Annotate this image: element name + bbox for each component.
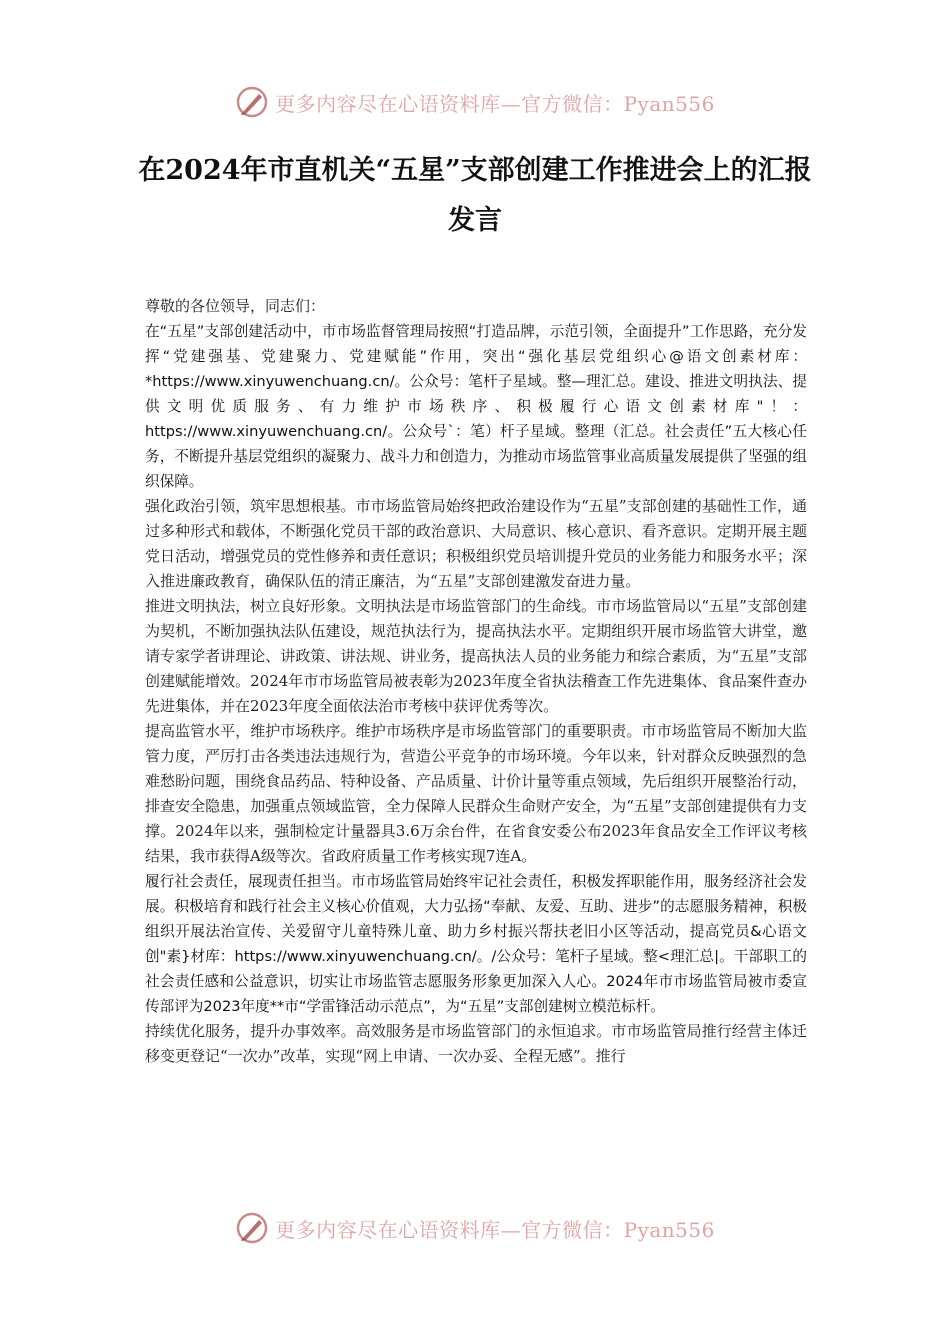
watermark-text: 更多内容尽在心语资料库—官方微信：Pyan556: [275, 1217, 715, 1242]
bottom-watermark-banner: [0, 1208, 950, 1248]
paragraph-intro: 在“五星”支部创建活动中，市市场监督管理局按照“打造品牌，示范引领，全面提升”工作思路，充分发挥“党建强基、党建聚力、党建赋能”作用，突出“强化基层党组织心@语文创素材库：*https://www.xinyuwenchuang.cn/。公众号：笔杆子星域。整—理汇总。建设、推进文明执法、提供文明优质服务、有力维护市场秩序、积极履行心语文创素材库"！：https://www.xinyuwenchuang.cn/。公众号`：笔）杆子星域。整理（汇总。社会责任”五大核心任务，不断提升基层党组织的凝聚力、战斗力和创造力，为推动市场监管事业高质量发展提供了坚强的组织保障。: [145, 323, 807, 490]
watermark-text: 更多内容尽在心语资料库—官方微信：Pyan556: [275, 91, 715, 116]
document-title: 在2024年市直机关“五星”支部创建工作推进会上的汇报发言: [138, 155, 812, 236]
top-watermark-banner: [0, 82, 950, 122]
paragraph-political-leadership: 强化政治引领，筑牢思想根基。市市场监管局始终把政治建设作为“五星”支部创建的基础性工作，通过多种形式和载体，不断强化党员干部的政治意识、大局意识、核心意识、看齐意识。定期开展主题党日活动，增强党员的党性修养和责任意识；积极组织党员培训提升党员的业务能力和服务水平；深入推进廉政教育，确保队伍的清正廉洁，为“五星”支部创建激发奋进力量。: [145, 497, 807, 590]
paragraph-social-responsibility: 履行社会责任，展现责任担当。市市场监管局始终牢记社会责任，积极发挥职能作用，服务经济社会发展。积极培育和践行社会主义核心价值观，大力弘扬“奉献、友爱、互助、进步”的志愿服务精神，积极组织开展法治宣传、关爱留守儿童特殊儿童、助力乡村振兴帮扶老旧小区等活动，提高党员&心语文创"素}材库：https://www.xinyuwenchuang.cn/。/公众号：笔杆子星域。整<理汇总|。干部职工的社会责任感和公益意识，切实让市场监管志愿服务形象更加深入人心。2024年市市场监管局被市委宣传部评为2023年度**市“学雷锋活动示范点”，为“五星”支部创建树立模范标杆。: [145, 873, 807, 1015]
document-body: [145, 294, 807, 1069]
paragraph-civil-enforcement: 推进文明执法，树立良好形象。文明执法是市场监管部门的生命线。市市场监管局以“五星”支部创建为契机，不断加强执法队伍建设，规范执法行为，提高执法水平。定期组织开展市场监管大讲堂，邀请专家学者讲理论、讲政策、讲法规、讲业务，提高执法人员的业务能力和综合素质，为“五星”支部创建赋能增效。2024年市市场监管局被表彰为2023年度全省执法稽查工作先进集体、食品案件查办先进集体，并在2023年度全面依法治市考核中获评优秀等次。: [145, 597, 807, 715]
paragraph-market-order: 提高监管水平，维护市场秩序。维护市场秩序是市场监管部门的重要职责。市市场监管局不断加大监管力度，严厉打击各类违法违规行为，营造公平竞争的市场环境。今年以来，针对群众反映强烈的急难愁盼问题，围绕食品药品、特种设备、产品质量、计价计量等重点领域，先后组织开展整治行动，排查安全隐患，加强重点领域监管，全力保障人民群众生命财产安全，为“五星”支部创建提供有力支撑。2024年以来，强制检定计量器具3.6万余台件，在省食安委公布2023年食品安全工作评议考核结果，我市获得A级等次。省政府质量工作考核实现7连A。: [145, 722, 807, 865]
pen-logo-icon: [235, 85, 269, 119]
paragraph-service-optimization: 持续优化服务，提升办事效率。高效服务是市场监管部门的永恒追求。市市场监管局推行经营主体迁移变更登记“一次办”改革，实现“网上申请、一次办妥、全程无感”。推行: [145, 1022, 807, 1065]
salutation: 尊敬的各位领导，同志们：: [145, 297, 326, 315]
pen-logo-icon: [235, 1211, 269, 1245]
